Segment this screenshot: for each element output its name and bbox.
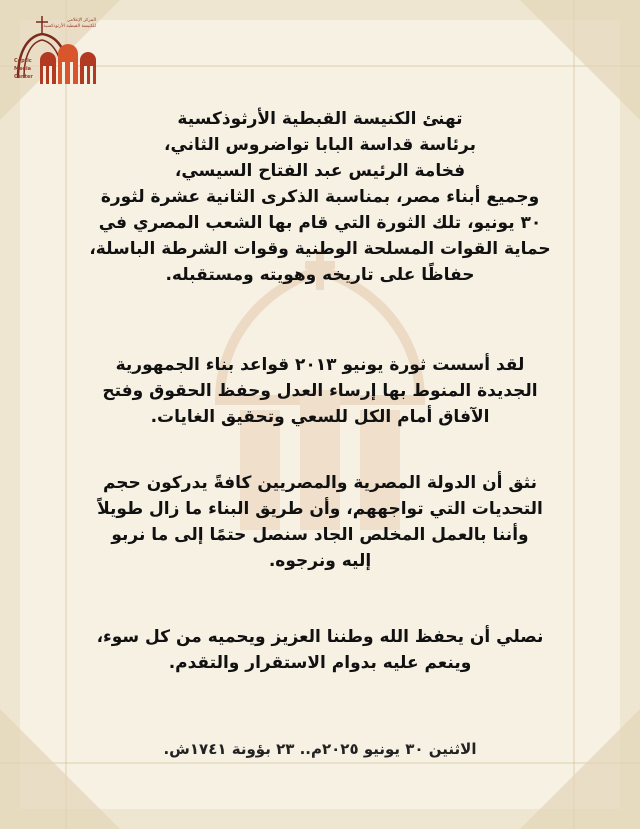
text-line: ٣٠ يونيو، تلك الثورة التي قام بها الشعب المصري في bbox=[98, 213, 542, 233]
text-line: الجديدة المنوط بها إرساء العدل وحفظ الحقوق وفتح bbox=[102, 381, 538, 401]
paragraph-foundations bbox=[60, 352, 580, 430]
date-line: الاثنين ٣٠ يونيو ٢٠٢٥م.. ٢٣ بؤونة ١٧٤١ش. bbox=[163, 740, 477, 758]
text-line: نثق أن الدولة المصرية والمصريين كافةً يدركون حجم bbox=[102, 473, 538, 493]
text-line: فخامة الرئيس عبد الفتاح السيسي، bbox=[174, 161, 466, 181]
text-line: إليه ونرجوه. bbox=[268, 551, 372, 571]
text-line: وأننا بالعمل المخلص الجاد سنصل حتمًا إلى ما نربو bbox=[111, 525, 529, 545]
text-line: لقد أسست ثورة يونيو ٢٠١٣ قواعد بناء الجمهورية bbox=[115, 355, 525, 375]
text-line: حماية القوات المسلحة الوطنية وقوات الشرطة الباسلة، bbox=[89, 239, 551, 259]
text-line: حفاظًا على تاريخه وهويته ومستقبله. bbox=[165, 265, 475, 285]
logo-english-center: Center bbox=[14, 74, 33, 80]
logo-arabic-line-1: المركز الإعلامي bbox=[66, 18, 96, 23]
paragraph-congratulations bbox=[60, 106, 580, 288]
text-line: وينعم عليه بدوام الاستقرار والتقدم. bbox=[168, 653, 472, 673]
logo-english-media: Media bbox=[14, 66, 32, 72]
paragraph-trust bbox=[60, 470, 580, 574]
logo-english-coptic: Coptic bbox=[14, 58, 32, 64]
paragraph-prayer bbox=[60, 624, 580, 676]
text-line: تهنئ الكنيسة القبطية الأرثوذكسية bbox=[177, 109, 463, 129]
text-line: برئاسة قداسة البابا تواضروس الثاني، bbox=[163, 135, 476, 155]
logo-arabic-line-2: للكنيسة القبطية الأرثوذكسية bbox=[43, 24, 96, 29]
text-line: وجميع أبناء مصر، بمناسبة الذكرى الثانية عشرة لثورة bbox=[100, 187, 540, 207]
text-line: نصلي أن يحفظ الله وطننا العزيز ويحميه من كل سوء، bbox=[96, 627, 544, 647]
coptic-media-center-logo bbox=[10, 8, 108, 98]
text-line: الآفاق أمام الكل للسعي وتحقيق الغايات. bbox=[150, 407, 490, 427]
text-line: التحديات التي تواجههم، وأن طريق البناء ما زال طويلاً bbox=[97, 499, 543, 519]
